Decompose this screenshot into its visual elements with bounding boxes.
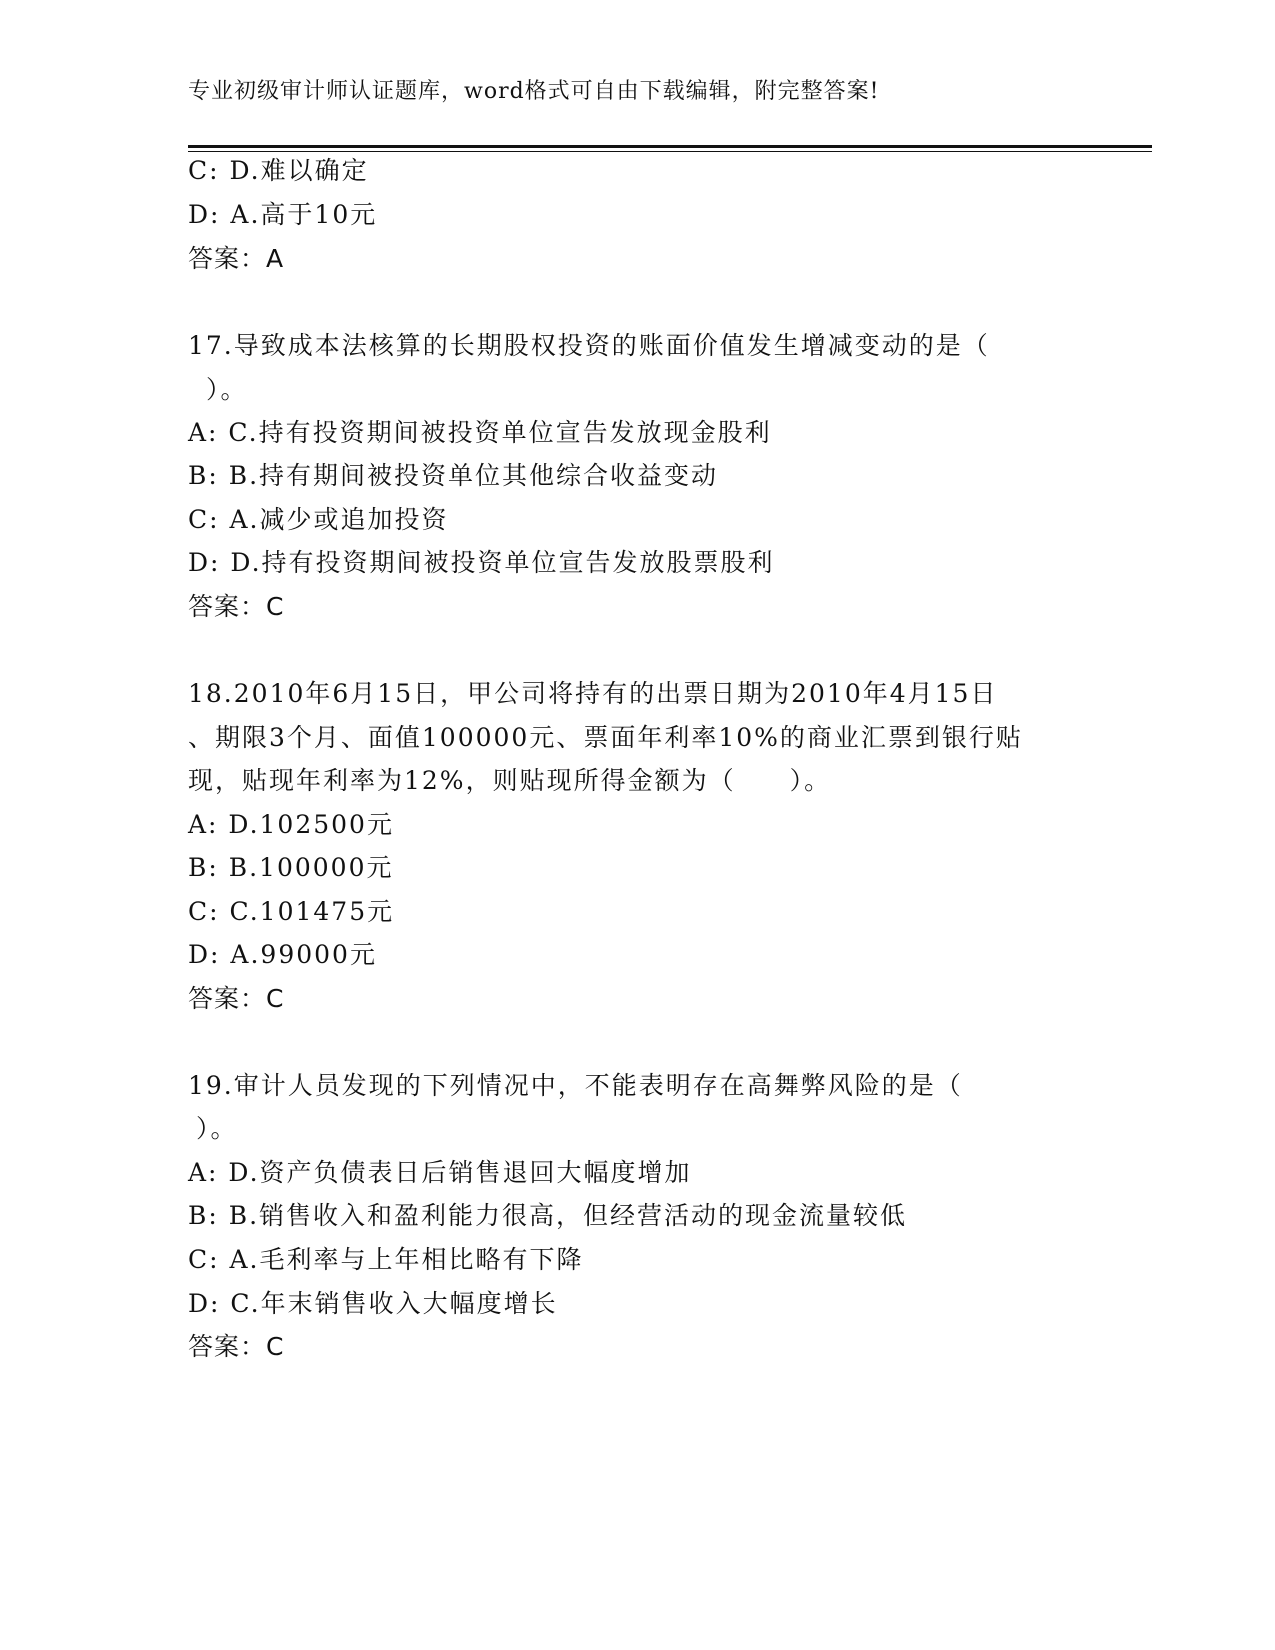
option-a: A: C.持有投资期间被投资单位宣告发放现金股利	[188, 418, 772, 447]
question-stem-cont: 、期限3个月、面值100000元、票面年利率10%的商业汇票到银行贴	[188, 723, 1023, 752]
option-a: A: D.102500元	[188, 810, 394, 839]
option-c: C: A.毛利率与上年相比略有下降	[188, 1245, 584, 1274]
header-divider-thick	[188, 145, 1152, 148]
question-stem: 17.导致成本法核算的长期股权投资的账面价值发生增减变动的是（	[188, 331, 990, 360]
page-header: 专业初级审计师认证题库，word格式可自由下载编辑，附完整答案!	[188, 79, 880, 104]
question-stem: 19.审计人员发现的下列情况中，不能表明存在高舞弊风险的是（	[188, 1071, 963, 1100]
answer-line: 答案：C	[188, 984, 285, 1013]
question-stem-cont: ）。	[206, 375, 248, 404]
question-stem-cont: ）。	[196, 1114, 238, 1143]
option-d: D: C.年末销售收入大幅度增长	[188, 1289, 558, 1318]
option-c: C: D.难以确定	[188, 156, 369, 185]
answer-line: 答案：A	[188, 244, 285, 273]
option-d: D: A.高于10元	[188, 200, 378, 229]
option-c: C: A.减少或追加投资	[188, 505, 449, 534]
header-divider-thin	[188, 151, 1152, 152]
option-b: B: B.持有期间被投资单位其他综合收益变动	[188, 461, 719, 490]
answer-line: 答案：C	[188, 592, 285, 621]
question-stem-cont: 现，贴现年利率为12%，则贴现所得金额为（ ）。	[188, 766, 832, 795]
option-b: B: B.销售收入和盈利能力很高，但经营活动的现金流量较低	[188, 1201, 908, 1230]
option-c: C: C.101475元	[188, 897, 395, 926]
option-d: D: D.持有投资期间被投资单位宣告发放股票股利	[188, 548, 775, 577]
question-stem: 18.2010年6月15日，甲公司将持有的出票日期为2010年4月15日	[188, 679, 998, 708]
option-b: B: B.100000元	[188, 853, 394, 882]
option-d: D: A.99000元	[188, 940, 377, 969]
answer-line: 答案：C	[188, 1332, 285, 1361]
option-a: A: D.资产负债表日后销售退回大幅度增加	[188, 1158, 692, 1187]
